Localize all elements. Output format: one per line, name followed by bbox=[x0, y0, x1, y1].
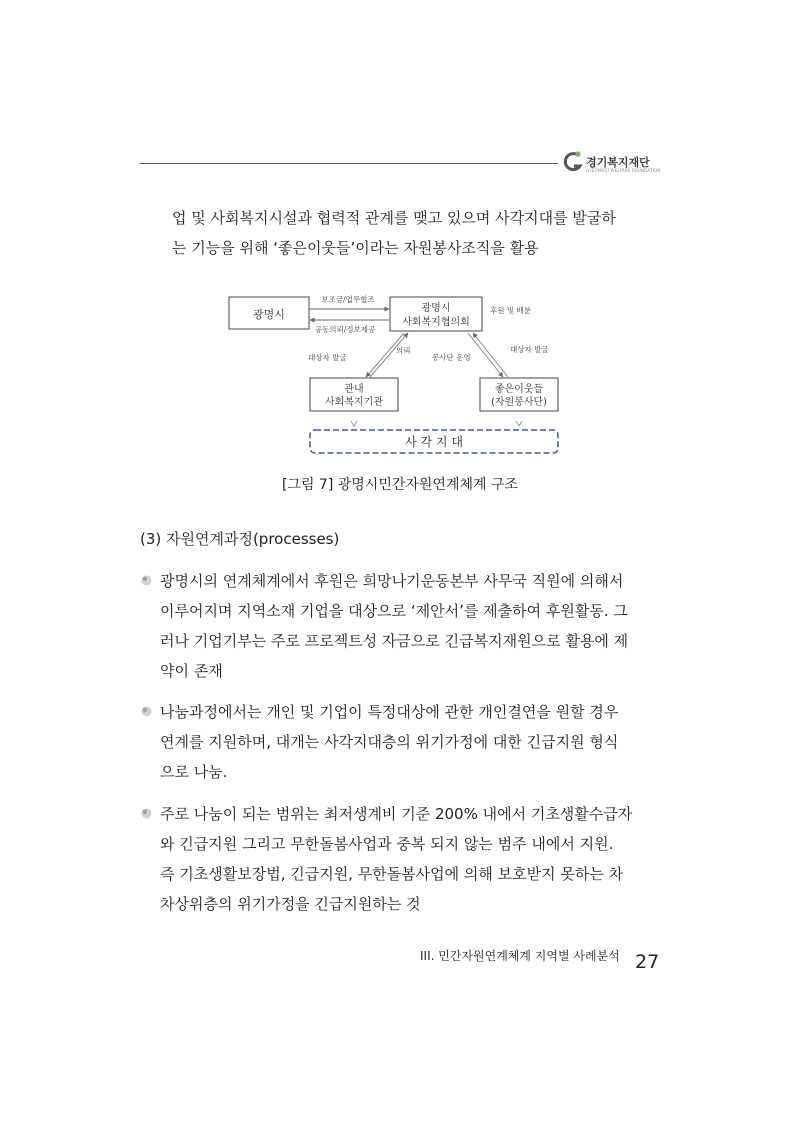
node-city-label: 광명시 bbox=[253, 308, 285, 321]
intro-paragraph bbox=[172, 203, 658, 263]
edge-label: 대상자 발굴 bbox=[308, 353, 347, 362]
node-city bbox=[229, 297, 309, 329]
header-rule bbox=[140, 163, 558, 164]
intro-line: 업 및 사회복지시설과 협력적 관계를 맺고 있으며 사각지대를 발굴하 bbox=[172, 209, 616, 227]
bullet-line: 나눔과정에서는 개인 및 기업이 특정대상에 관한 개인결연을 원할 경우 bbox=[160, 703, 619, 721]
edge-institutions-to-council bbox=[370, 333, 408, 377]
resource-network-diagram bbox=[220, 290, 570, 460]
foundation-logo bbox=[562, 150, 662, 176]
intro-line: 는 기능을 위해 ‘좋은이웃들’이라는 자원봉사조직을 활용 bbox=[172, 239, 539, 257]
edge-council-to-institutions bbox=[366, 333, 404, 377]
node-neighbors-label: 좋은이웃들 bbox=[494, 384, 544, 395]
bullet-icon bbox=[140, 574, 153, 587]
edge-council-to-neighbors bbox=[468, 333, 503, 377]
bullet-text bbox=[160, 566, 660, 686]
edge-label: 봉사단 운영 bbox=[432, 353, 471, 362]
node-neighbors bbox=[480, 378, 558, 411]
bullet-line: 약이 존재 bbox=[160, 662, 223, 680]
down-tick bbox=[351, 421, 357, 426]
down-tick bbox=[516, 421, 522, 426]
logo-subtitle: GYEONGGI WELFARE FOUNDATION bbox=[586, 168, 661, 173]
edge-neighbors-to-council bbox=[473, 333, 508, 377]
bullet-text bbox=[160, 799, 660, 919]
bullet-line: 러나 기업기부는 주로 프로젝트성 자금으로 긴급복지재원으로 활용에 제 bbox=[160, 632, 629, 650]
edge-label: 의뢰 bbox=[396, 346, 411, 355]
figure-caption: [그림 7] 광명시민간자원연계체계 구조 bbox=[281, 477, 519, 493]
bullet-icon bbox=[140, 705, 153, 718]
bullet-item bbox=[140, 697, 660, 787]
bullet-item bbox=[140, 566, 660, 686]
edge-label: 대상자 발굴 bbox=[510, 345, 549, 354]
node-council-label: 사회복지협의회 bbox=[402, 317, 470, 328]
bullet-line: 연계를 지원하며, 대개는 사각지대층의 위기가정에 대한 긴급지원 형식 bbox=[160, 733, 619, 751]
node-institutions bbox=[310, 378, 398, 411]
node-blind-spot bbox=[310, 430, 558, 453]
bullet-item bbox=[140, 799, 660, 919]
node-council-label: 광명시 bbox=[421, 303, 451, 314]
bullet-line: 이루어지며 지역소재 기업을 대상으로 ‘제안서’를 제출하여 후원활동. 그 bbox=[160, 602, 628, 620]
bullet-line: 으로 나눔. bbox=[160, 763, 228, 781]
node-institutions-label: 사회복지기관 bbox=[325, 397, 383, 408]
bullet-icon bbox=[140, 807, 153, 820]
node-neighbors-label: (자원봉사단) bbox=[490, 397, 548, 408]
bullet-text bbox=[160, 697, 660, 787]
logo-text: 경기복지재단 bbox=[586, 156, 650, 169]
page-number: 27 bbox=[635, 951, 660, 973]
bullet-line: 와 긴급지원 그리고 무한돌봄사업과 중복 되지 않는 범주 내에서 지원. bbox=[160, 835, 614, 853]
bullet-line: 즉 기초생활보장법, 긴급지원, 무한돌봄사업에 의해 보호받지 못하는 차 bbox=[160, 865, 624, 883]
edge-label: 보조금/업무협조 bbox=[321, 295, 375, 304]
edge-label: 후원 및 배분 bbox=[490, 306, 531, 315]
foundation-logo-icon bbox=[562, 150, 584, 174]
edge-label: 공동의뢰/정보제공 bbox=[314, 325, 376, 334]
bullet-line: 주로 나눔이 되는 범위는 최저생계비 기준 200% 내에서 기초생활수급자 bbox=[160, 805, 633, 823]
section-title: (3) 자원연계과정(processes) bbox=[140, 530, 340, 548]
footer-chapter: III. 민간자원연계체계 지역별 사례분석 bbox=[420, 949, 620, 963]
node-institutions-label: 관내 bbox=[344, 384, 364, 395]
node-blind-spot-label: 사 각 지 대 bbox=[405, 435, 463, 449]
bullet-line: 차상위층의 위기가정을 긴급지원하는 것 bbox=[160, 895, 421, 913]
bullet-line: 광명시의 연계체계에서 후원은 희망나기운동본부 사무국 직원에 의해서 bbox=[160, 572, 624, 590]
node-council bbox=[390, 297, 482, 331]
